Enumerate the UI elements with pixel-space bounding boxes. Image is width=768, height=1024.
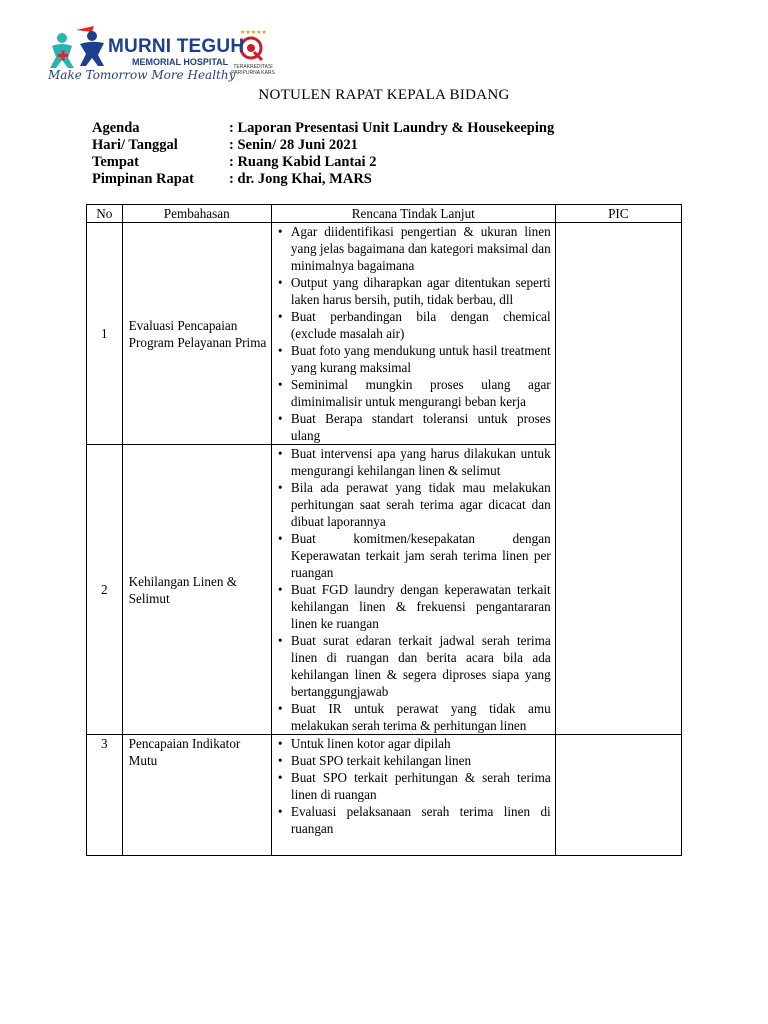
meta-value: : Ruang Kabid Lantai 2: [229, 154, 377, 170]
meta-value: : dr. Jong Khai, MARS: [229, 171, 372, 187]
bullet-icon: •: [277, 753, 283, 768]
meta-label: Pimpinan Rapat: [92, 171, 194, 187]
meta-label: Hari/ Tanggal: [92, 137, 178, 153]
bullet-icon: •: [277, 770, 283, 785]
table-header-row: [87, 205, 682, 223]
bullet-icon: •: [277, 582, 283, 597]
list-item: • Buat komitmen/kesepakatan dengan Keperawatan terkait jam serah terima linen per ruangan: [277, 531, 551, 580]
list-item: • Buat foto yang mendukung untuk hasil treatment yang kurang maksimal: [277, 343, 551, 375]
header-no: No: [87, 205, 123, 223]
meeting-info: [92, 120, 652, 188]
row-action-plan: [271, 445, 555, 735]
svg-text:★★★★★: ★★★★★: [240, 29, 267, 36]
list-item: • Buat FGD laundry dengan keperawatan terkait kehilangan linen & frekuensi pengantararan linen ke ruangan: [277, 582, 551, 631]
document-title: NOTULEN RAPAT KEPALA BIDANG: [258, 87, 510, 103]
bullet-icon: •: [277, 446, 283, 461]
list-item: • Buat intervensi apa yang harus dilakukan untuk mengurangi kehilangan linen & selimut: [277, 446, 551, 478]
list-item: • Buat SPO terkait perhitungan & serah terima linen di ruangan: [277, 770, 551, 802]
minutes-table: [86, 204, 682, 856]
meta-row-date: [92, 137, 652, 154]
bullet-icon: •: [277, 531, 283, 546]
list-item: • Untuk linen kotor agar dipilah: [277, 736, 451, 751]
list-item: • Seminimal mungkin proses ulang agar diminimalisir untuk mengurangi beban kerja: [277, 377, 551, 409]
logo-hospital-name: MURNI TEGUH: [108, 36, 245, 57]
bullet-icon: •: [277, 701, 283, 716]
row-action-plan: [271, 223, 555, 445]
kars-accreditation-label: TERAKREDITASI PARIPURNA KARS: [231, 64, 275, 76]
row-topic: Kehilangan Linen & Selimut: [122, 445, 271, 735]
list-item: • Agar diidentifikasi pengertian & ukuran linen yang jelas bagaimana dan kategori maksimal dan minimalnya bagaimana: [277, 224, 551, 273]
meta-label: Tempat: [92, 154, 139, 170]
bullet-icon: •: [277, 480, 283, 495]
row-topic: Evaluasi Pencapaian Program Pelayanan Prima: [122, 223, 271, 445]
bullet-icon: •: [277, 736, 283, 751]
hospital-logo: [44, 24, 284, 94]
list-item: • Buat surat edaran terkait jadwal serah terima linen di ruangan dan berita acara bila ada kehilangan linen & segera diproses siapa yang bertanggungjawab: [277, 633, 551, 699]
list-item: • Buat perbandingan bila dengan chemical (exclude masalah air): [277, 309, 551, 341]
list-item: • Buat Berapa standart toleransi untuk proses ulang: [277, 411, 551, 443]
header-pembahasan: Pembahasan: [122, 205, 271, 223]
bullet-icon: •: [277, 411, 283, 426]
bullet-icon: •: [277, 309, 283, 324]
list-item: • Bila ada perawat yang tidak mau melakukan perhitungan saat serah terima agar dicacat dan dibuat laporannya: [277, 480, 551, 529]
meta-label: Agenda: [92, 120, 140, 136]
list-item: • Buat IR untuk perawat yang tidak amu melakukan serah terima & perhitungan linen: [277, 701, 551, 733]
header-pic: PIC: [555, 205, 681, 223]
list-item: • Output yang diharapkan agar ditentukan seperti laken harus bersih, putih, tidak berbau, dll: [277, 275, 551, 307]
list-item: • Evaluasi pelaksanaan serah terima linen di ruangan: [277, 804, 551, 836]
bullet-icon: •: [277, 224, 283, 239]
list-item: • Buat SPO terkait kehilangan linen: [277, 753, 472, 768]
row-number: 3: [87, 735, 123, 856]
bullet-icon: •: [277, 343, 283, 358]
logo-hospital-subtitle: MEMORIAL HOSPITAL: [132, 57, 229, 67]
meta-row-chair: [92, 171, 652, 188]
bullet-icon: •: [277, 275, 283, 290]
meta-row-place: [92, 154, 652, 171]
meta-value: : Senin/ 28 Juni 2021: [229, 137, 358, 153]
bullet-icon: •: [277, 377, 283, 392]
row-topic: Pencapaian Indikator Mutu: [122, 735, 271, 856]
header-rencana: Rencana Tindak Lanjut: [271, 205, 555, 223]
bullet-icon: •: [277, 804, 283, 819]
table-row: [87, 735, 682, 856]
meta-value: : Laporan Presentasi Unit Laundry & Housekeeping: [229, 120, 555, 136]
logo-tagline: Make Tomorrow More Healthy: [48, 68, 236, 82]
row-pic: [555, 735, 681, 856]
row-number: 1: [87, 223, 123, 445]
row-pic: [555, 223, 681, 735]
row-number: 2: [87, 445, 123, 735]
bullet-icon: •: [277, 633, 283, 648]
row-action-plan: [271, 735, 555, 856]
table-row: [87, 223, 682, 445]
meta-row-agenda: [92, 120, 652, 137]
